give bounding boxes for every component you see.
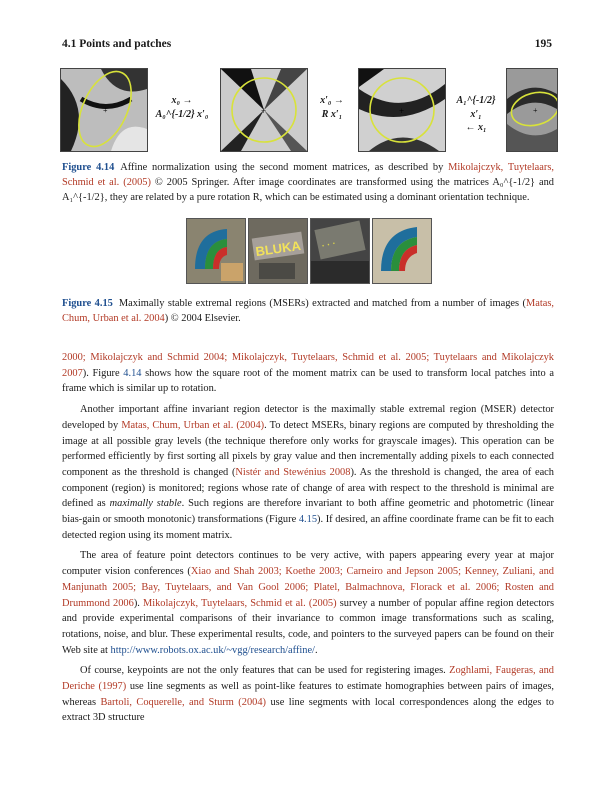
patch-image-1	[60, 68, 148, 152]
url-link[interactable]: http://www.robots.ox.ac.uk/~vgg/research/affine/	[110, 644, 315, 656]
running-header	[62, 38, 552, 50]
patch-image-3	[358, 68, 446, 152]
citation-link[interactable]: Matas, Chum, Urban et al. 2004	[62, 298, 554, 325]
mser-image-1	[186, 218, 246, 284]
math-label-2: x′₀ → R x′₁	[320, 95, 344, 120]
math-label-1: x₀ → A₀^{-1/2} x′₀	[155, 95, 209, 120]
mser-image-4	[372, 218, 432, 284]
patch-image-2	[220, 68, 308, 152]
math-label-3: A₁^{-1/2} x′₁ ← x₁	[456, 95, 496, 133]
citation-link[interactable]: Xiao and Shah 2003; Koethe 2003; Carneiro and Jepson 2005; Kenney, Zuliani, and Manjunath 2005; Bay, Tuytelaars, and Van Gool 2006; Platel, Balmachnova, Florack et al. 2006; Rosten and Drummond 2006	[62, 566, 554, 609]
svg-text:+: +	[533, 106, 538, 115]
figure-link[interactable]: 4.15	[298, 514, 318, 526]
citation-link[interactable]: Matas, Chum, Urban et al. (2004)	[121, 419, 265, 431]
figure-4-14-caption: Figure 4.14 Affine normalization using the second moment matrices, as described by Mikolajczyk, Tuytelaars, Schmid et al. (2005) © 2005 Springer. After image coordinates are transformed using the matrices A₀^{-1/2} and A₁^{-1/2}, they are related by a pure rotation R, which can be estimated using a dominant orientation technique.	[62, 162, 554, 204]
figure-4-15-caption: Figure 4.15 Maximally stable extremal regions (MSERs) extracted and matched from a number of images (Matas, Chum, Urban et al. 2004) © 2004 Elsevier.	[62, 298, 554, 325]
svg-text:+: +	[261, 106, 267, 116]
page-number: 195	[534, 38, 552, 50]
mser-image-3	[310, 218, 370, 284]
paragraph-2: Another important affine invariant region detector is the maximally stable extremal region (MSER) detector developed by Matas, Chum, Urban et al. (2004). To detect MSERs, binary regions are computed by thresholding the image at all possible gray levels (the technique therefore only works for grayscale images). This operation can be performed efficiently by first sorting all pixels by gray value and then incrementally adding pixels to each connected component as the threshold is changed (Nistér and Stewénius 2008). As the threshold is changed, the area of each component (region) is monitored; regions whose rate of change of area with respect to the threshold is minimal are defined as maximally stable. Such regions are therefore invariant to both affine geometric and photometric (linear bias-gain or smooth monotonic) transformations (Figure 4.15). If desired, an affine coordinate frame can be fit to each detected region using its moment matrix.	[62, 404, 554, 541]
bluka-sign-text: BLUKA	[254, 237, 302, 260]
citation-link[interactable]: Zoghlami, Faugeras, and Deriche (1997)	[62, 665, 554, 693]
section-title: 4.1 Points and patches	[62, 38, 172, 50]
svg-text:+: +	[399, 106, 405, 116]
paragraph-4: Of course, keypoints are not the only features that can be used for registering images. Zoghlami, Faugeras, and Deriche (1997) use line segments as well as point-like features to estimate homographies between pairs of images, whereas Bartoli, Coquerelle, and Sturm (2004) use line segments with local correspondences along the edges to extract 3D structure	[62, 665, 555, 724]
body-text	[62, 350, 554, 731]
figure-4-14	[60, 68, 554, 150]
patch-image-4	[506, 68, 558, 152]
figure-4-15	[186, 218, 430, 282]
citation-link[interactable]: Bartoli, Coquerelle, and Sturm (2004)	[100, 696, 267, 708]
citation-link[interactable]: Mikolajczyk, Tuytelaars, Schmid et al. (2005)	[62, 162, 554, 189]
citation-link[interactable]: Nistér and Stewénius 2008	[235, 466, 351, 478]
svg-text:+: +	[103, 106, 108, 115]
paragraph-3: The area of feature point detectors continues to be very active, with papers appearing every year at major computer vision conferences (Xiao and Shah 2003; Koethe 2003; Carneiro and Jepson 2005; Kenney, Zuliani, and Manjunath 2005; Bay, Tuytelaars, and Van Gool 2006; Platel, Balmachnova, Florack et al. 2006; Rosten and Drummond 2006). Mikolajczyk, Tuytelaars, Schmid et al. (2005) survey a number of popular affine region detectors and provide experimental comparisons of their invariance to common image transformations such as scaling, rotations, noise, and blur. These experimental results, code, and pointers to the surveyed papers can be found on their Web site at http://www.robots.ox.ac.uk/~vgg/research/affine/.	[62, 550, 555, 656]
mser-image-2	[248, 218, 308, 284]
paragraph-1: 2000; Mikolajczyk and Schmid 2004; Mikolajczyk, Tuytelaars, Schmid et al. 2005; Tuytelaars and Mikolajczyk 2007). Figure 4.14 shows how the square root of the moment matrix can be used to transform local patches into a frame which is similar up to rotation.	[62, 352, 554, 395]
figure-link[interactable]: 4.14	[123, 367, 142, 379]
citation-link[interactable]: Mikolajczyk, Tuytelaars, Schmid et al. (2005)	[142, 597, 337, 609]
svg-text:· · ·: · · ·	[320, 238, 337, 251]
citation-link[interactable]: 2000; Mikolajczyk and Schmid 2004; Mikolajczyk, Tuytelaars, Schmid et al. 2005; Tuytelaars and Mikolajczyk 2007	[62, 352, 554, 379]
